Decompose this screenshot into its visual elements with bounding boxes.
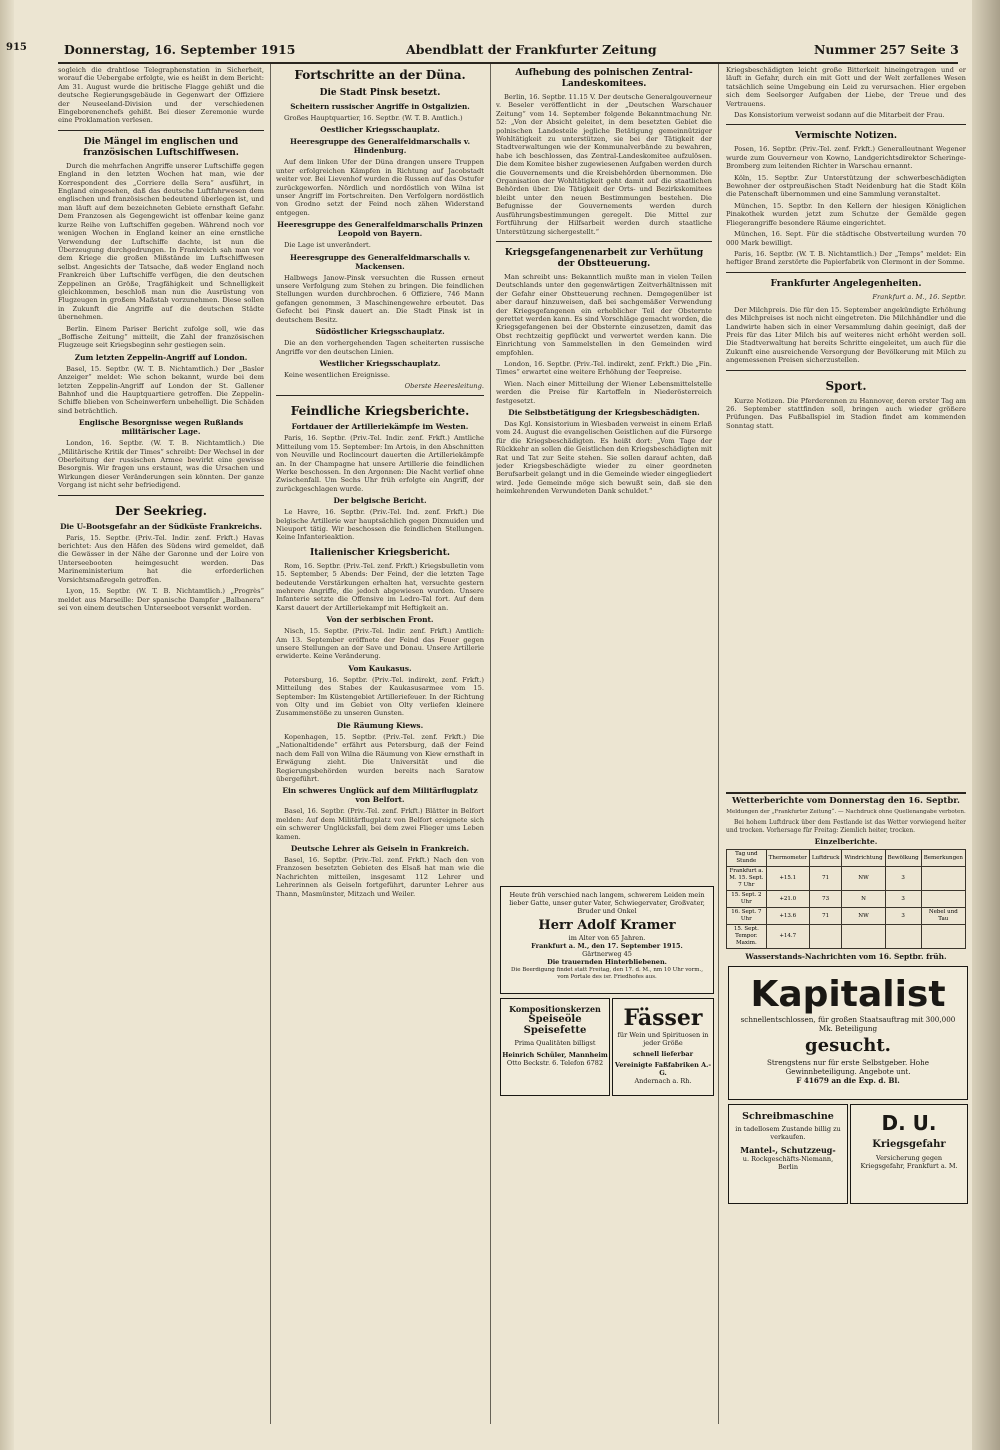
article-text: Kriegsbeschädigten leicht große Bitterkeit hineingetragen und er läuft in Gefahr, durch ein mit Gott und der Welt zerfallenes Wesen tatsächlich seine Umgebung ein Leid zu verursachen. Hier ergeben sich dem Seelsorger Aufgaben der Liebe, der Treue und des Vertrauens. (726, 66, 966, 108)
headline: Kriegsgefangenenarbeit zur Verhütung der Obstteuerung. (504, 247, 704, 269)
article-text: Kurze Notizen. Die Pferderennen zu Hannover, deren erster Tag am 26. September stattfinden soll, bringen auch wieder größere Prüfungen. Das Fußballspiel im Stadion findet am kommenden Sonntag statt. (726, 396, 966, 430)
weather-table (726, 849, 966, 949)
ad-title: Fässer (623, 1005, 703, 1031)
article-text: Berlin. Einem Pariser Bericht zufolge soll, wie das „Boffische Zeitung“ mitteilt, die Zahl der französischen Flugzeuge seit Kriegsbeginn sehr gestiegen sein. (58, 324, 264, 350)
ad-text: Strengstens nur für erste Selbstgeber. Hohe Gewinnbeteiligung. Angebote unt. (766, 1058, 929, 1076)
headline: Zum letzten Zeppelin-Angriff auf London. (74, 352, 248, 362)
headline: Sport. (825, 378, 867, 393)
report-text: Nisch, 15. Septbr. (Priv.-Tel. Indir. zenf. Frkft.) Amtlich: Am 13. September eröffnete der Feind das Feuer gegen unsere Stellungen an der Save und Donau. Unsere Artillerie erwiderte. Keine Veränderung. (276, 627, 484, 661)
headline: Deutsche Lehrer als Geiseln in Frankreich. (290, 843, 470, 853)
report-text: Rom, 16. Septbr. (Priv.-Tel. zenf. Frkft.) Kriegsbulletin vom 15. September, 5 Abends: Der Feind, der die letzten Tage bedeutende Verstärkungen erhalten hat, versuchte gestern mehrere Angriffe, die jedoch abgewiesen wurden. Unsere Infanterie setzte die Offensive im Ledro-Tal fort. Auf dem Karst dauert der Artilleriekampf mit Heftigkeit an. (276, 561, 484, 612)
column-rule (270, 64, 271, 1424)
left-page-edge-text: 915 (6, 42, 27, 53)
weather-report (726, 792, 966, 962)
headline: Der belgische Bericht. (333, 496, 427, 506)
headline: Die U-Bootsgefahr an der Südküste Frankreichs. (60, 521, 262, 531)
table-header: Bewölkung (885, 850, 921, 867)
report-text: Basel, 16. Septbr. (Priv.-Tel. zenf. Frkft.) Nach den von Franzosen besetzten Gebieten des Elsaß hat man wie die Nachrichten mitteilen, insgesamt 112 Lehrer und Lehrerinnen als Geiseln fortgeführt, darunter Lehrer aus Thann, Masmünster, Mitzach und Weiler. (276, 855, 484, 898)
du-ad (850, 1104, 968, 1204)
divider (58, 130, 264, 131)
ad-city: Andernach a. Rh. (634, 1077, 692, 1085)
table-cell (885, 925, 921, 949)
subheadline: Scheitern russischer Angriffe in Ostgalizien. (290, 102, 470, 111)
table-row (727, 867, 966, 891)
table-header: Bemerkungen (921, 850, 965, 867)
table-cell: +21.0 (766, 891, 809, 908)
table-cell: 71 (809, 908, 842, 925)
issue-number: Nummer 257 Seite 3 (814, 42, 959, 57)
article-text: Berlin, 16. Septbr. 11.15 V. Der deutsche Generalgouverneur v. Beseler veröffentlicht in der „Deutschen Warschauer Zeitung“ vom 14. September folgende Bekanntmachung Nr. 52: „Von der Absicht geleitet, in dem besetzten Gebiet die polnischen Landesteile jegliche Betätigung gemeinnütziger Wohltätigkeit zu unterstützen, sie bei der Tätigkeit der Stadtverwaltungen wie der Kommunalverbände zu bewahren, habe ich beschlossen, das Zentral-Landeskomitee aufzulösen. Die dem Komitee bisher zugewiesenen Aufgaben werden durch die Gouvernements und die Kreisbehörden übernommen. Die Organisation der Wohltätigkeit geht damit auf die staatlichen Behörden über. Die Tätigkeit der Orts- und Bezirkskomitees bleibt unter den neuen Bestimmungen bestehen. Die Befugnisse der Gouvernements werden durch Ausführungsbestimmungen geregelt. Die Mittel zur Fortführung der Hilfsarbeit werden durch staatliche Unterstützung sichergestellt.“ (496, 93, 712, 236)
headline: Von der serbischen Front. (326, 615, 434, 625)
obituary-place: Frankfurt a. M., den 17. September 1915. (531, 942, 683, 950)
ad-address: Otto Beckstr. 6. Telefon 6782 (506, 1059, 604, 1067)
page-edge (972, 0, 1000, 1450)
table-cell: +13.6 (766, 908, 809, 925)
obituary-age: im Alter von 65 Jahren. (568, 934, 646, 942)
ad-firm: Vereinigte Faßfabriken A.-G. (614, 1061, 712, 1077)
ad-title: D. U. (881, 1111, 937, 1135)
column-rule (718, 64, 719, 1424)
table-cell: 73 (809, 891, 842, 908)
section-heading: Westlicher Kriegsschauplatz. (319, 358, 441, 368)
headline: Italienischer Kriegsbericht. (310, 547, 450, 558)
ad-text: für Wein und Spirituosen in jeder Größe (617, 1031, 709, 1047)
header-date: Donnerstag, 16. September 1915 (64, 42, 296, 57)
table-cell (809, 925, 842, 949)
article-text: Paris, 15. Septbr. (Priv.-Tel. Indir. zenf. Frkft.) Havas berichtet: Aus den Häfen des Südens wird gemeldet, daß die Gewässer in der Nähe der Garonne und der Loire von Unterseebooten heimgesucht werden. Das Marineministerium hat die erforderlichen Vorsichtsmaßregeln getroffen. (58, 533, 264, 584)
weather-table-title: Einzelberichte. (814, 837, 878, 846)
table-cell: 71 (809, 867, 842, 891)
table-cell (921, 891, 965, 908)
divider (726, 370, 966, 371)
table-cell: 3 (885, 891, 921, 908)
table-cell (842, 925, 885, 949)
report-text: Keine wesentlichen Ereignisse. (284, 370, 390, 379)
report-text: Die Lage ist unverändert. (284, 241, 371, 250)
column-3 (496, 66, 712, 876)
table-cell: 15. Sept. 2 Uhr (727, 891, 767, 908)
section-heading: Südöstlicher Kriegsschauplatz. (315, 327, 445, 337)
table-cell: 3 (885, 867, 921, 891)
report-text: Le Havre, 16. Septbr. (Priv.-Tel. Ind. zenf. Frkft.) Die belgische Artillerie war hauptsächlich gegen Dixmuiden und Nieuport tätig. Wir beschossen die feindlichen Stellungen. Keine Infanterieaktion. (276, 508, 484, 542)
note-text: Posen, 16. Septbr. (Priv.-Tel. zenf. Frkft.) Generalleutnant Wegener wurde zum Gouverneur von Kowno, Landgerichtsdirektor Scheringe-Bromberg zum leitenden Richter in Warschau ernannt. (726, 145, 966, 171)
table-header: Thermometer (766, 850, 809, 867)
table-row (727, 925, 966, 949)
article-text: Das Konsistorium verweist sodann auf die Mitarbeit der Frau. (734, 111, 945, 120)
report-text: Kopenhagen, 15. Septbr. (Priv.-Tel. zenf. Frkft.) Die „Nationaltidende“ erfährt aus Petersburg, daß der Feind nach dem Fall von Wilna die Räumung von Kiew ernsthaft in Erwägung zieht. Die Universität und die Regierungsbehörden wurden bereits nach Saratow übergeführt. (276, 732, 484, 783)
column-1 (58, 66, 264, 1438)
headline: Die Mängel im englischen und französischen Luftschiffwesen. (83, 136, 239, 158)
table-row (727, 891, 966, 908)
weather-title: Wetterberichte vom Donnerstag den 16. Septbr. (732, 796, 960, 806)
ad-text: schnell lieferbar (632, 1050, 694, 1058)
column-2 (276, 66, 484, 1438)
ad-text: Versicherung gegen Kriegsgefahr, Frankfurt a. M. (860, 1154, 958, 1170)
table-cell: +15.1 (766, 867, 809, 891)
ad-text: Kriegsgefahr (872, 1139, 946, 1150)
army-group-heading: Heeresgruppe des Generalfeldmarschalls v. Hindenburg. (289, 137, 471, 156)
article-text: Man schreibt uns: Bekanntlich mußte man in vielen Teilen Deutschlands unter den gegenwärtigen Zeitverhältnissen mit der Gefahr einer Obstteuerung rechnen. Demgegenüber ist aber darauf hinzuweisen, daß bei sachgemäßer Verwendung der Kriegsgefangenen ein erheblicher Teil der Obsternte gerettet werden kann. Es sind Vorschläge gemacht worden, die Kriegsgefangenen bei der Obsternte einzusetzen, damit das Obst rechtzeitig gepflückt und verwertet werden kann. Die Einrichtung von Sammelstellen in den Gemeinden wird empfohlen. (496, 272, 712, 357)
page-gutter (0, 0, 14, 1450)
candles-ad (500, 998, 610, 1096)
article-text: Das Kgl. Konsistorium in Wiesbaden verweist in einem Erlaß vom 24. August die evangelischen Geistlichen auf die Fürsorge für die Kriegsbeschädigten. Es heißt dort: „Vom Tage der Rückkehr an sollen die Geistlichen den Kriegsbeschädigten mit Rat und Tat zur Seite stehen. Sie sollen darauf achten, daß jeder Kriegsbeschädigte wieder zu einer geordneten Berufsarbeit gelangt und in die Gemeinde wieder eingegliedert wird. Jede Gemeinde möge sich bewußt sein, daß sie den heimkehrenden Verwundeten Dank schuldet.“ (496, 420, 712, 496)
table-cell: 15. Sept. Tempor. Maxim. (727, 925, 767, 949)
table-cell: +14.7 (766, 925, 809, 949)
divider (496, 241, 712, 242)
report-text: Die an den vorhergehenden Tagen scheiterten russische Angriffe vor den deutschen Linien. (276, 339, 484, 356)
headline: Englische Besorgnisse wegen Rußlands militärischer Lage. (78, 418, 244, 437)
table-cell: NW (842, 867, 885, 891)
capitalist-ad (728, 966, 968, 1100)
obituary-mourners: Die trauernden Hinterbliebenen. (547, 958, 667, 966)
article-text: Wien. Nach einer Mitteilung der Wiener Lebensmittelstelle werden die Preise für Kartoffeln in Niederösterreich festgesetzt. (496, 379, 712, 405)
table-cell: Nebel und Tau (921, 908, 965, 925)
report-text: Halbwegs Janow-Pinsk versuchten die Russen erneut unsere Verfolgung zum Stehen zu bringen. Die feindlichen Stellungen wurden durchbrochen. 6 Offiziere, 746 Mann gefangen genommen, 3 Maschinengewehre erbeutet. Das Gefecht bei Pinsk dauert an. Die Stadt Pinsk ist in deutschem Besitz. (276, 273, 484, 324)
ad-text: in tadellosem Zustande billig zu verkaufen. (735, 1125, 841, 1141)
divider (726, 124, 966, 125)
obituary-street: Gärtnerweg 45 (582, 950, 632, 958)
table-cell: 16. Sept. 7 Uhr (727, 908, 767, 925)
dateline: Großes Hauptquartier, 16. Septbr. (W. T. B. Amtlich.) (284, 114, 463, 122)
table-header: Windrichtung (842, 850, 885, 867)
section-heading: Oestlicher Kriegsschauplatz. (320, 125, 440, 135)
table-cell: Frankfurt a. M. 15. Sept. 7 Uhr (727, 867, 767, 891)
water-title: Wasserstands-Nachrichten vom 16. Septbr. früh. (745, 952, 947, 961)
divider (58, 495, 264, 496)
ad-title: Speiseöle (528, 1014, 582, 1025)
note-text: München, 16. Sept. Für die städtische Obstverteilung wurden 70 000 Mark bewilligt. (726, 230, 966, 247)
headline: Ein schweres Unglück auf dem Militärflugplatz von Belfort. (282, 786, 478, 805)
table-cell: N (842, 891, 885, 908)
ad-text: gesucht. (805, 1035, 891, 1056)
ad-title: Kompositionskerzen (509, 1004, 601, 1014)
ad-text: Prima Qualitäten billigst (514, 1039, 596, 1047)
table-header: Luftdruck (809, 850, 842, 867)
dateline: Frankfurt a. M., 16. Septbr. (872, 292, 966, 301)
article-text: London, 16. Septbr. (W. T. B. Nichtamtlich.) Die „Militärische Kritik der Times“ schreibt: Der Wechsel in der Oberleitung der russischen Armee bewirkt eine gewisse Besorgnis. Wir fragen uns erstaunt, was die Ursachen und Wirkungen dieser Veränderungen sein könnten. Der ganze Vorgang ist nicht sehr befriedigend. (58, 439, 264, 490)
page-header (6, 40, 959, 64)
article-text: Der Milchpreis. Die für den 15. September angekündigte Erhöhung des Milchpreises ist noch nicht eingetreten. Die Milchhändler und die Landwirte haben sich in einer Versammlung dahin geeinigt, daß der Preis für das Liter Milch bis auf weiteres nicht erhöht werden soll. Die Stadtverwaltung hat bereits Schritte eingeleitet, um auch für die Zukunft eine ausreichende Versorgung der Bevölkerung mit Milch zu angemessenen Preisen sicherzustellen. (726, 305, 966, 365)
obituary-ad (500, 886, 714, 994)
report-text: Basel, 16. Septbr. (Priv.-Tel. zenf. Frkft.) Blätter in Belfort melden: Auf dem Militärflugplatz von Belfort ereignete sich ein schwerer Unglücksfall, bei dem zwei Flieger ums Leben kamen. (276, 807, 484, 841)
headline: Feindliche Kriegsberichte. (290, 404, 470, 419)
table-header: Tag und Stunde (727, 850, 767, 867)
table-cell (921, 867, 965, 891)
headline: Vermischte Notizen. (795, 131, 897, 142)
note-text: Paris, 16. Septbr. (W. T. B. Nichtamtlich.) Der „Temps“ meldet: Ein heftiger Brand zerstörte die Papierfabrik von Clermont in der Somme. (726, 249, 966, 267)
army-group-heading: Heeresgruppe des Generalfeldmarschalls v. Mackensen. (289, 252, 471, 271)
masthead: Abendblatt der Frankfurter Zeitung (406, 42, 657, 57)
divider (726, 272, 966, 273)
report-text: Petersburg, 16. Septbr. (Priv.-Tel. indirekt, zenf. Frkft.) Mitteilung des Stabes der Kaukasusarmee vom 15. September: Im Küstengebiet Artilleriefeuer. In der Richtung von Olty und im Gebiet von Olty verliefen kleinere Zusammenstöße zu unseren Gunsten. (276, 675, 484, 718)
army-group-heading: Heeresgruppe des Generalfeldmarschalls Prinzen Leopold von Bayern. (277, 220, 483, 239)
weather-text: Bei hohem Luftdruck über dem Festlande ist das Wetter vorwiegend heiter und trocken. Vorhersage für Freitag: Ziemlich heiter, trocken. (726, 819, 966, 834)
obituary-burial: Die Beerdigung findet statt Freitag, den 17. d. M., nm 10 Uhr vorm., vom Portale des isr. Friedhofes aus. (511, 967, 703, 980)
article-text: Lyon, 15. Septbr. (W. T. B. Nichtamtlich.) „Progrès“ meldet aus Marseille: Der spanische Dampfer „Balbanera“ sei von einem deutschen Unterseeboot versenkt worden. (58, 587, 264, 612)
table-cell: NW (842, 908, 885, 925)
ad-text: schnellentschlossen, für großen Staatsauftrag mit 300,000 Mk. Beteiligung (740, 1015, 956, 1033)
barrels-ad (612, 998, 714, 1096)
obituary-intro: Heute früh verschied nach langem, schwerem Leiden mein lieber Gatte, unser guter Vater, Schwiegervater, Großvater, Bruder und Onkel (509, 891, 705, 915)
ad-title: Kapitalist (750, 974, 946, 1015)
headline: Die Stadt Pinsk besetzt. (319, 88, 441, 98)
article-text: sogleich die drahtlose Telegraphenstation in Sicherheit, worauf die Uebergabe erfolgte, wie es heißt in dem Bericht: Am 31. August wurde die britische Flagge gehißt und die deutsche Regierungsgebäude in Gegenwart der Offiziere der Neuseeland-Division und der verschiedenen Eingeborenenchefs gehißt. Bei dieser Zeremonie wurde eine Proklamation verlesen. (58, 66, 264, 125)
ad-title: Speisefette (523, 1025, 587, 1036)
weather-subtitle: Meldungen der „Frankfurter Zeitung“. — Nachdruck ohne Quellenangabe verboten. (726, 809, 966, 815)
divider (276, 395, 484, 396)
ad-title: Schreibmaschine (742, 1111, 834, 1122)
headline: Die Räumung Kiews. (336, 720, 424, 730)
note-text: Köln, 15. Septbr. Zur Unterstützung der schwerbeschädigten Bewohner der ostpreußischen Stadt Neidenburg hat die Stadt Köln die Patenschaft übernommen und eine Sammlung veranstaltet. (726, 173, 966, 199)
headline: Die Selbstbetätigung der Kriegsbeschädigten. (508, 408, 700, 417)
headline: Aufhebung des polnischen Zentral-Landeskomitees. (515, 68, 693, 89)
obituary-name: Herr Adolf Kramer (538, 918, 676, 933)
column-4 (726, 66, 966, 786)
headline: Frankfurter Angelegenheiten. (770, 278, 922, 289)
article-text: Durch die mehrfachen Angriffe unserer Luftschiffe gegen England in den letzten Wochen hat man, wie der Korrespondent des „Corriere della Sera“ ausführt, in England eingesehen, daß das deutsche Luftfahrwesen dem englischen und französischen bedeutend überlegen ist, und man läuft auf dem bezeichneten Gebiete ernsthaft Gefahr. Dem Franzosen als Gegengewicht ist offenbar keine ganz kurze Reihe von Luftschiffen gegeben. Während noch vor wenigen Wochen in England keiner an eine ernstliche Verwendung der Luftschiffe dachte, ist nun die Überzeugung durchgedrungen. In Frankreich sah man vor dem Kriege die großen Mißstände im Luftschiffwesen selbst. Angesichts der Tatsache, daß weder England noch Frankreich über Luftschiffe verfügen, die den deutschen Zeppelinen an Größe, Tragfähigkeit und Schnelligkeit gleichkommen, beschloß man nun die Ausrüstung von Flugzeugen in großem Maßstab vorzunehmen. Diese sollen in Zukunft die Angriffe auf die deutschen Städte übernehmen. (58, 161, 264, 322)
table-row (727, 908, 966, 925)
table-cell (921, 925, 965, 949)
article-text: London, 16. Septbr. (Priv.-Tel. indirekt, zenf. Frkft.) Die „Fin. Times“ erwartet eine weitere Erhöhung der Teepreise. (496, 359, 712, 377)
article-text: Basel, 15. Septbr. (W. T. B. Nichtamtlich.) Der „Basler Anzeiger“ meldet: Wie schon bekannt, wurde bei dem letzten Zeppelin-Angriff auf London der St. Gallener Bahnhof und die Hauptquartiere getroffen. Die Zeppelin-Schiffe blieben von Scheinwerfern unbehelligt. Die Schäden sind beträchtlich. (58, 364, 264, 415)
ad-firm: Heinrich Schüler, Mannheim (502, 1051, 608, 1059)
table-header-row (727, 850, 966, 867)
signature: Oberste Heeresleitung. (404, 382, 484, 391)
table-cell: 3 (885, 908, 921, 925)
report-text: Auf dem linken Ufer der Düna drangen unsere Truppen unter erfolgreichen Kämpfen in Richtung auf Jacobstadt weiter vor. Bei Lievenhof wurden die Russen auf das Ostufer zurückgeworfen. Nördlich und nordöstlich von Wilna ist unser Angriff im Fortschreiten. Den Verfolgern nordöstlich von Grodno setzt der Feind noch zähen Widerstand entgegen. (276, 158, 484, 217)
headline: Der Seekrieg. (115, 503, 207, 518)
headline: Vom Kaukasus. (348, 663, 412, 673)
column-rule (490, 64, 491, 1424)
report-text: Paris, 16. Septbr. (Priv.-Tel. Indir. zenf. Frkft.) Amtliche Mitteilung vom 15. September: Im Artois, in den Abschnitten von Neuville und Roclincourt dauerten die Artilleriekämpfe an. In der Champagne hat unsere Artillerie die feindlichen Werke beschossen. In den Argonnen: Die Nacht verlief ohne Zwischenfall. Um Sechs Uhr früh erfolgte ein Angriff, der zurückgeschlagen wurde. (276, 434, 484, 493)
headline: Fortdauer der Artilleriekämpfe im Westen. (291, 422, 469, 432)
ad-text: F 41679 an die Exp. d. Bl. (796, 1076, 900, 1085)
typewriter-ad (728, 1104, 848, 1204)
ad-text: Mantel-, Schutzzeug- (740, 1145, 836, 1155)
ad-firm: u. Rockgeschäfts-Niemann, Berlin (742, 1155, 834, 1171)
headline: Fortschritte an der Düna. (294, 68, 466, 82)
note-text: München, 15. Septbr. In den Kellern der hiesigen Königlichen Pinakothek wurden jetzt zum Schutze der Gemälde gegen Fliegerangriffe besondere Räume eingerichtet. (726, 201, 966, 227)
